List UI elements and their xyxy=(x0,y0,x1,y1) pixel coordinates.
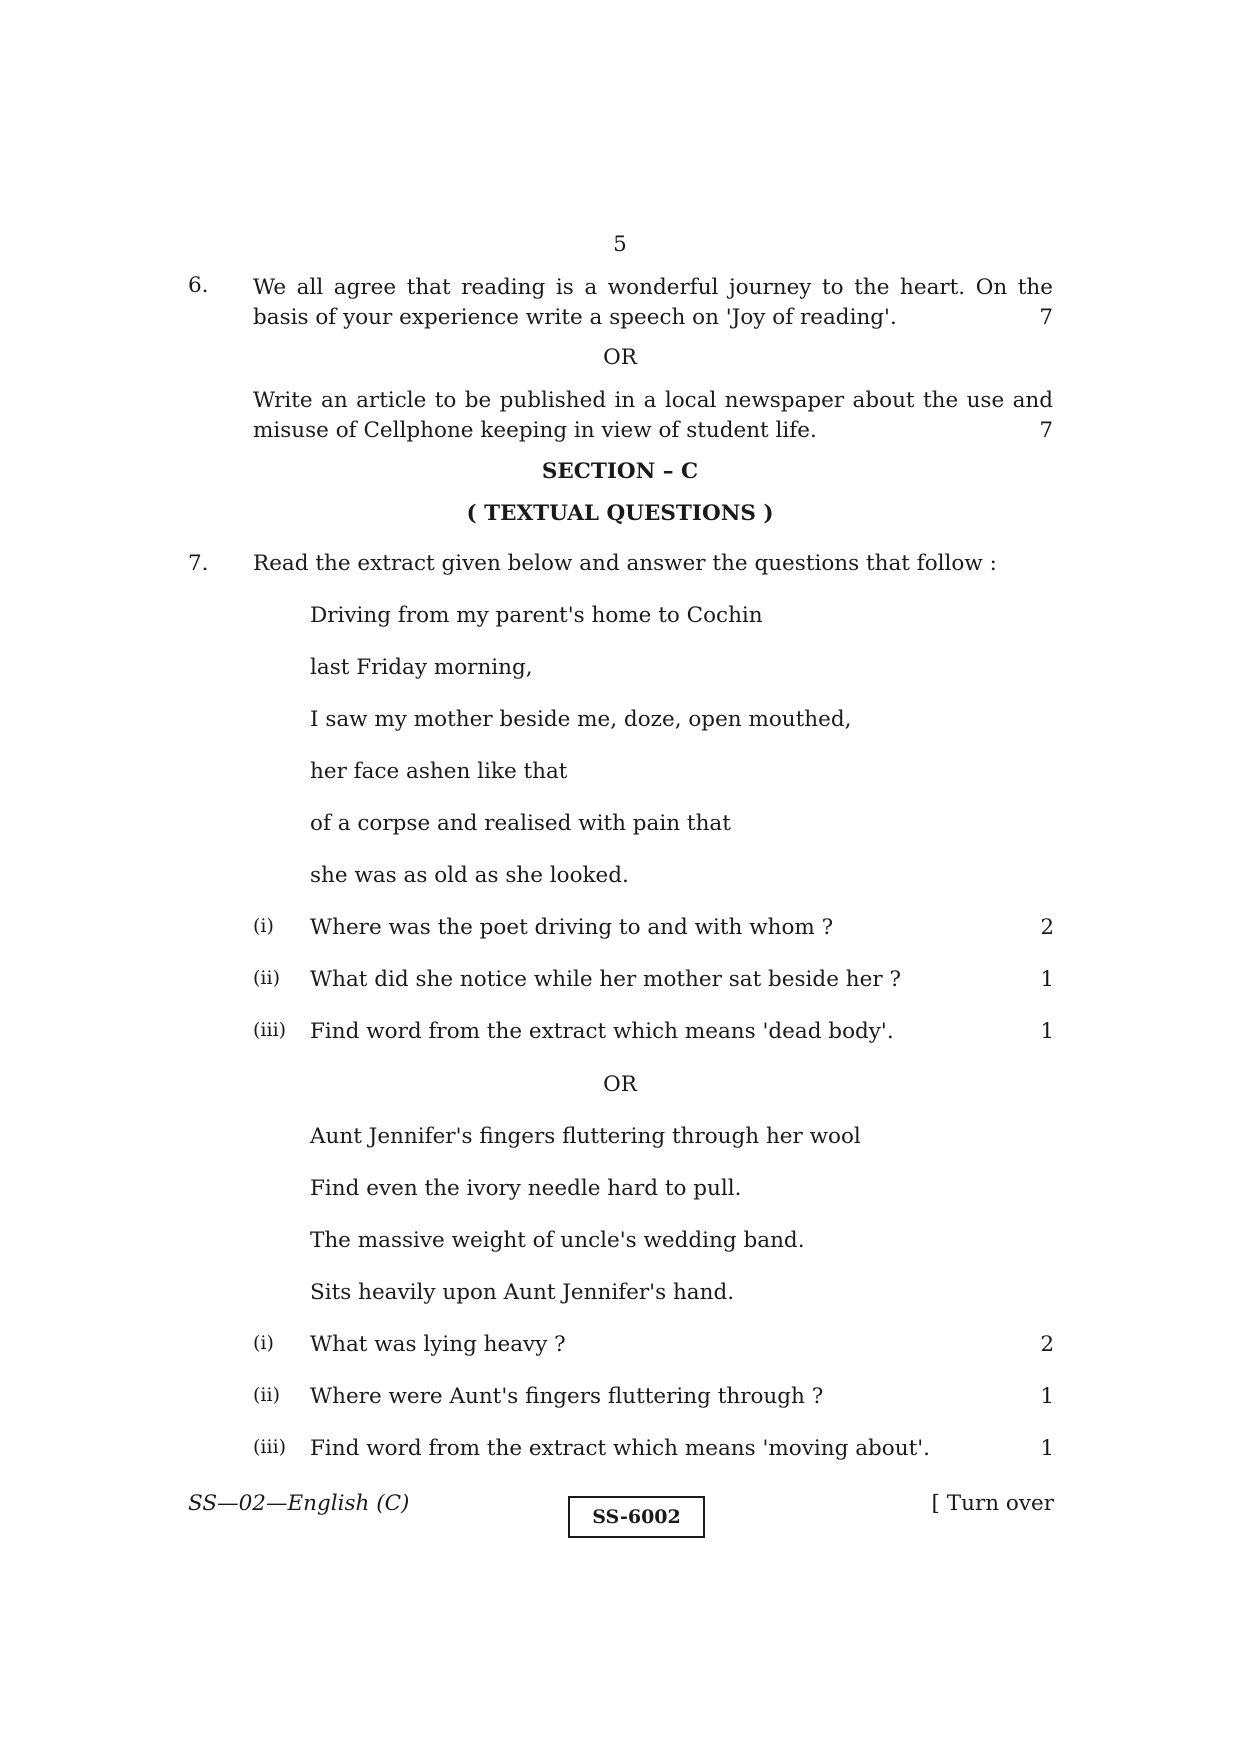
sub-question xyxy=(0,1436,1240,1466)
poem-line: Sits heavily upon Aunt Jennifer's hand. xyxy=(310,1280,735,1305)
section-title: SECTION – C xyxy=(541,459,699,484)
sub-question-text: Where was the poet driving to and with whom ? xyxy=(310,915,834,940)
poem-line: of a corpse and realised with pain that xyxy=(310,811,731,836)
sub-question xyxy=(0,1019,1240,1049)
paper-code: SS—02—English (C) xyxy=(188,1491,410,1516)
question-text: We all agree that reading is a wonderful journey to the heart. On the basis of your experience write a speech on 'Joy of reading'. xyxy=(253,275,1053,330)
sub-question-number: (ii) xyxy=(253,967,280,989)
section-subtitle: ( TEXTUAL QUESTIONS ) xyxy=(466,501,774,526)
page-number: 5 xyxy=(613,232,627,257)
sub-question-number: (iii) xyxy=(253,1436,287,1458)
question-number: 6. xyxy=(188,273,209,298)
sub-question-marks: 1 xyxy=(1040,1019,1054,1044)
question-intro: Read the extract given below and answer the questions that follow : xyxy=(253,551,997,576)
turn-over-note: [ Turn over xyxy=(931,1491,1054,1516)
sub-question-text: Where were Aunt's fingers fluttering through ? xyxy=(310,1384,824,1409)
sub-question-text: Find word from the extract which means 'dead body'. xyxy=(310,1019,894,1044)
question-marks: 7 xyxy=(1039,418,1053,443)
sub-question-marks: 1 xyxy=(1040,1436,1054,1461)
sub-question-text: What was lying heavy ? xyxy=(310,1332,566,1357)
poem-line: I saw my mother beside me, doze, open mouthed, xyxy=(310,707,852,732)
booklet-code-box: SS-6002 xyxy=(568,1496,705,1538)
sub-question-number: (i) xyxy=(253,1332,274,1354)
poem-line: The massive weight of uncle's wedding band. xyxy=(310,1228,805,1253)
poem-line: Find even the ivory needle hard to pull. xyxy=(310,1176,742,1201)
sub-question xyxy=(0,1384,1240,1414)
sub-question-number: (i) xyxy=(253,915,274,937)
sub-question-marks: 1 xyxy=(1040,1384,1054,1409)
sub-question-text: What did she notice while her mother sat beside her ? xyxy=(310,967,901,992)
or-divider: OR xyxy=(603,1072,637,1097)
poem-line: Aunt Jennifer's fingers fluttering through her wool xyxy=(310,1124,861,1149)
sub-question xyxy=(0,1332,1240,1362)
question-6 xyxy=(253,273,1053,333)
or-divider: OR xyxy=(603,345,637,370)
question-number: 7. xyxy=(188,551,209,576)
poem-line: she was as old as she looked. xyxy=(310,863,629,888)
sub-question-marks: 1 xyxy=(1040,967,1054,992)
sub-question xyxy=(0,967,1240,997)
sub-question xyxy=(0,915,1240,945)
sub-question-number: (ii) xyxy=(253,1384,280,1406)
question-text: Write an article to be published in a local newspaper about the use and misuse of Cellphone keeping in view of student life. xyxy=(253,388,1053,443)
sub-question-marks: 2 xyxy=(1040,1332,1054,1357)
question-marks: 7 xyxy=(1039,305,1053,330)
poem-line: her face ashen like that xyxy=(310,759,568,784)
sub-question-marks: 2 xyxy=(1040,915,1054,940)
sub-question-text: Find word from the extract which means 'moving about'. xyxy=(310,1436,930,1461)
poem-line: last Friday morning, xyxy=(310,655,533,680)
question-6-alternative xyxy=(253,386,1053,446)
poem-line: Driving from my parent's home to Cochin xyxy=(310,603,763,628)
sub-question-number: (iii) xyxy=(253,1019,287,1041)
